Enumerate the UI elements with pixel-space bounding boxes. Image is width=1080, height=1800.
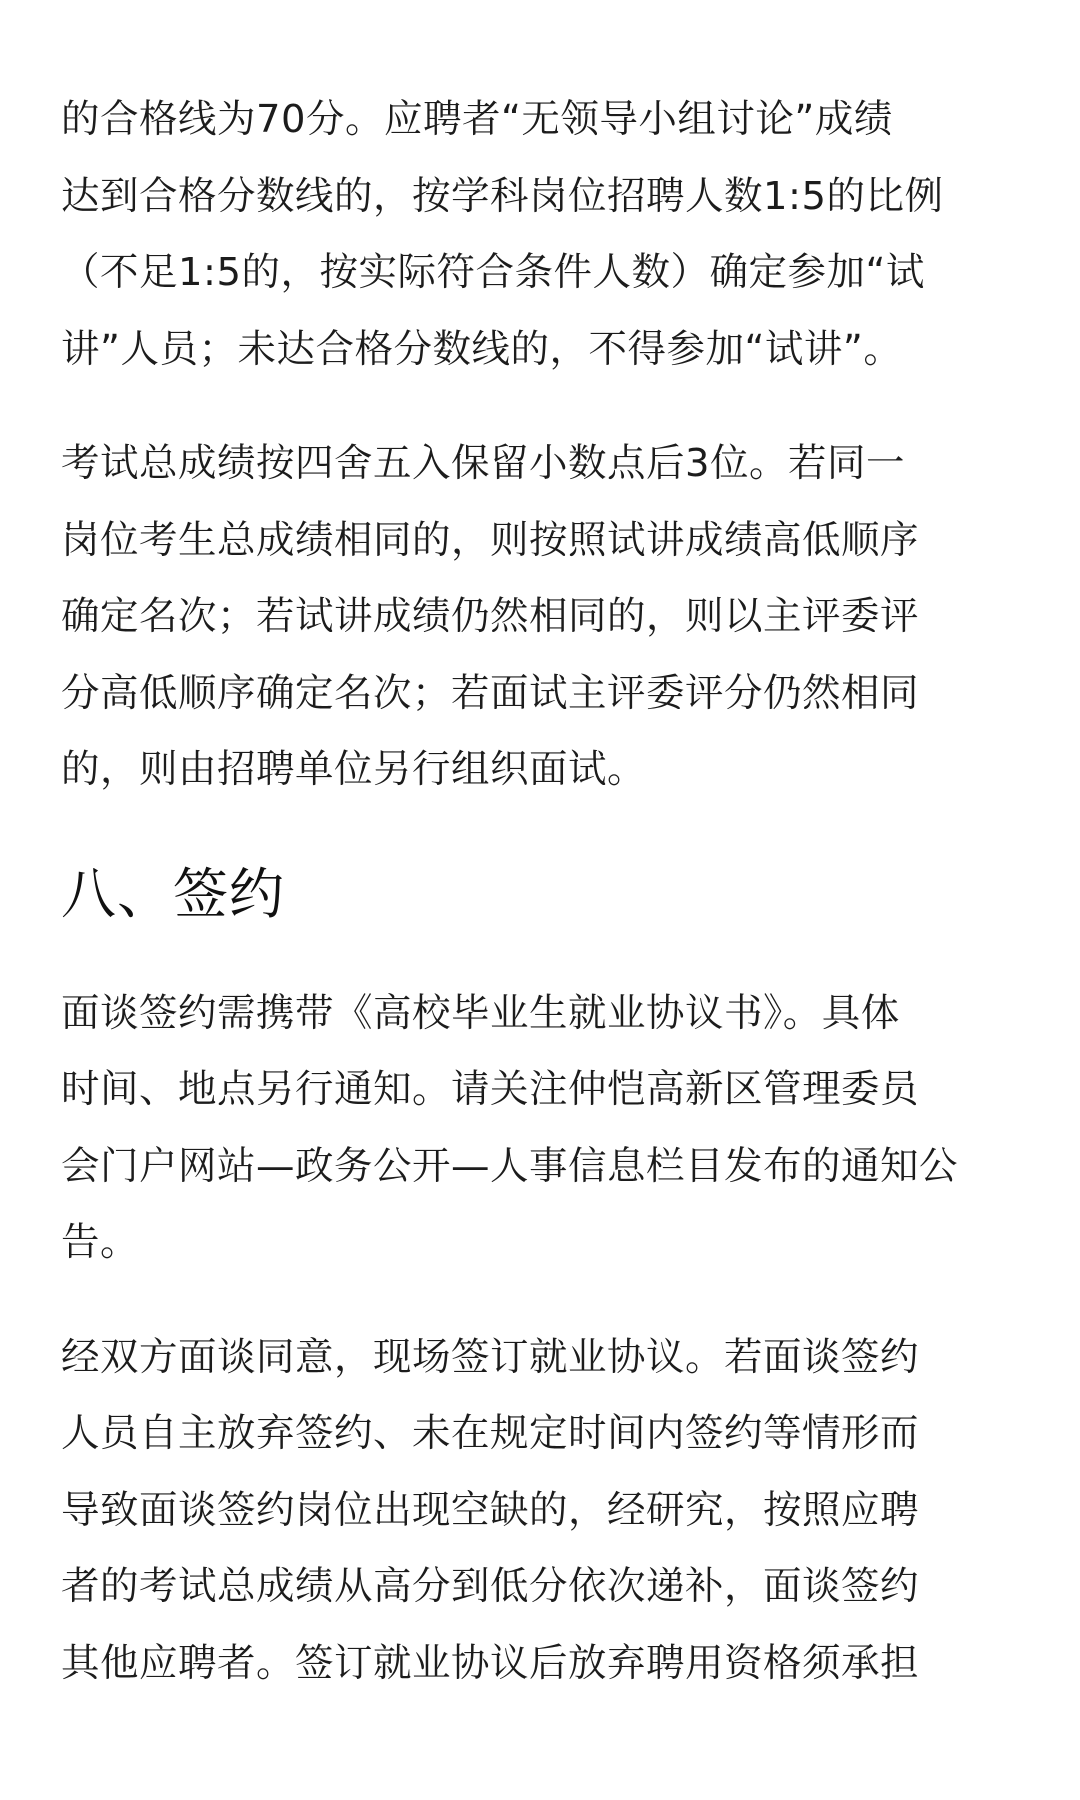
text-line: 者的考试总成绩从高分到低分依次递补，面谈签约 bbox=[61, 1564, 920, 1609]
text-line: 其他应聘者。签订就业协议后放弃聘用资格须承担 bbox=[61, 1640, 920, 1686]
text-line: 面谈签约需携带《高校毕业生就业协议书》。具体 bbox=[61, 990, 900, 1036]
paragraph-signing-agreement bbox=[61, 1320, 1023, 1703]
text-line: 告。 bbox=[61, 1220, 140, 1265]
text-line: 讲”人员；未达合格分数线的，不得参加“试讲”。 bbox=[61, 326, 903, 372]
text-line: 会门户网站—政务公开—人事信息栏目发布的通知公 bbox=[61, 1143, 959, 1189]
text-line: 导致面谈签约岗位出现空缺的，经研究，按照应聘 bbox=[61, 1487, 920, 1533]
text-line: 确定名次；若试讲成绩仍然相同的，则以主评委评 bbox=[61, 594, 920, 639]
text-line: 人员自主放弃签约、未在规定时间内签约等情形而 bbox=[61, 1411, 920, 1456]
text-line: 考试总成绩按四舍五入保留小数点后3位。若同一 bbox=[61, 441, 905, 486]
text-line: （不足1:5的，按实际符合条件人数）确定参加“试 bbox=[61, 250, 925, 295]
text-line: 的合格线为70分。应聘者“无领导小组讨论”成绩 bbox=[61, 97, 893, 142]
paragraph-signing-materials bbox=[61, 976, 1023, 1282]
text-line: 分高低顺序确定名次；若面试主评委评分仍然相同 bbox=[61, 670, 920, 716]
text-line: 经双方面谈同意，现场签订就业协议。若面谈签约 bbox=[61, 1334, 920, 1380]
text-line: 的，则由招聘单位另行组织面试。 bbox=[61, 747, 647, 792]
text-line: 达到合格分数线的，按学科岗位招聘人数1:5的比例 bbox=[61, 173, 944, 219]
text-line: 时间、地点另行通知。请关注仲恺高新区管理委员 bbox=[61, 1067, 920, 1112]
article-body bbox=[61, 82, 1023, 1702]
section-heading: 八、签约 bbox=[61, 861, 286, 926]
paragraph-qualification-line bbox=[61, 82, 1023, 388]
text-line: 岗位考生总成绩相同的，则按照试讲成绩高低顺序 bbox=[61, 517, 920, 563]
paragraph-total-score bbox=[61, 426, 1023, 809]
